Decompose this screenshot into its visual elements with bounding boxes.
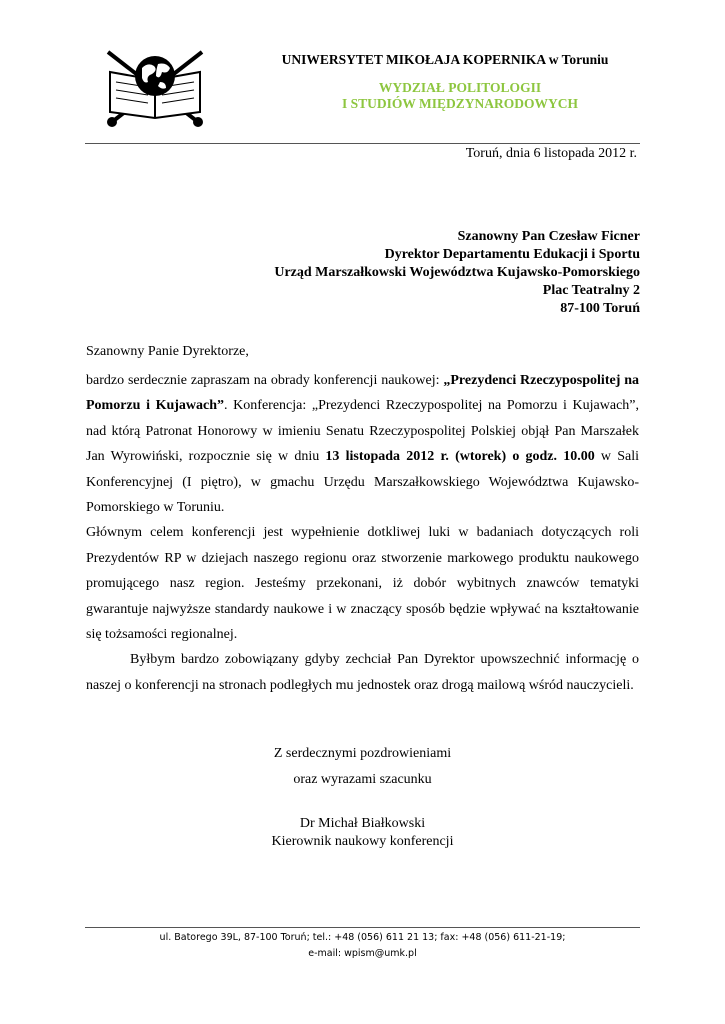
invitation-text-3: w Sali Konferencyjnej (I piętro), w gmachu Urzędu Marszałkowskiego Województwa Kujawsko-Pomorskiego w Toruniu. bbox=[86, 449, 639, 516]
paragraph-request: Byłbym bardzo zobowiązany gdyby zechciał Pan Dyrektor upowszechnić informację o naszej o konferencji na stronach podległych mu jednostek oraz drogą mailową wśród nauczycieli. bbox=[86, 652, 639, 693]
conference-title: „Prezydenci Rzeczypospolitej na Pomorzu i Kujawach” bbox=[86, 373, 640, 414]
department-line-2: I STUDIÓW MIĘDZYNARODOWYCH bbox=[341, 96, 579, 111]
recipient-line-1: Szanowny Pan Czesław Ficner bbox=[457, 229, 640, 244]
department-name bbox=[200, 80, 720, 112]
footer-contact: ul. Batorego 39L, 87-100 Toruń; tel.: +48 (056) 611 21 13; fax: +48 (056) 611-21-19; bbox=[159, 932, 566, 943]
letter-body bbox=[86, 368, 639, 698]
footer-divider bbox=[85, 927, 640, 928]
header-divider bbox=[85, 143, 640, 144]
signer-title: Kierownik naukowy konferencji bbox=[271, 834, 454, 849]
paragraph-invitation bbox=[86, 368, 639, 520]
recipient-address bbox=[274, 228, 640, 318]
footer-email: e-mail: wpism@umk.pl bbox=[308, 948, 417, 959]
closing-line-1: Z serdecznymi pozdrowieniami bbox=[273, 746, 452, 761]
letter-date: Toruń, dnia 6 listopada 2012 r. bbox=[465, 146, 637, 161]
university-name: UNIWERSYTET MIKOŁAJA KOPERNIKA w Toruniu bbox=[281, 52, 609, 67]
closing-line-2: oraz wyrazami szacunku bbox=[293, 772, 432, 787]
department-line-1: WYDZIAŁ POLITOLOGII bbox=[378, 80, 542, 95]
recipient-line-4: Plac Teatralny 2 bbox=[542, 283, 640, 298]
paragraph-goal: Głównym celem konferencji jest wypełnienie dotkliwej luki w badaniach dotyczących roli Prezydentów RP w dziejach naszego regionu oraz stworzenie markowego produktu naukowego promującego nasz region. Jesteśmy przekonani, iż dobór wybitnych znawców tematyki gwarantuje najwyższe standardy naukowe i w znaczący sposób będzie wpływać na kształtowanie się tożsamości regionalnej. bbox=[86, 525, 639, 643]
conference-datetime: 13 listopada 2012 r. (wtorek) o godz. 10.00 bbox=[325, 449, 595, 465]
recipient-line-3: Urząd Marszałkowski Województwa Kujawsko-Pomorskiego bbox=[274, 265, 640, 280]
greeting: Szanowny Panie Dyrektorze, bbox=[86, 344, 249, 359]
recipient-line-2: Dyrektor Departamentu Edukacji i Sportu bbox=[384, 247, 640, 262]
recipient-line-5: 87-100 Toruń bbox=[560, 301, 640, 316]
invitation-text-1: bardzo serdecznie zapraszam na obrady konferencji naukowej: bbox=[86, 373, 444, 388]
invitation-text-2: . Konferencja: „Prezydenci Rzeczypospolitej na Pomorzu i Kujawach”, nad którą Patronat Honorowy w imieniu Senatu Rzeczypospolitej Polskiej objął Pan Marszałek Jan Wyrowiński, rozpocznie się w dniu bbox=[86, 398, 640, 465]
signer-name: Dr Michał Białkowski bbox=[299, 816, 426, 831]
